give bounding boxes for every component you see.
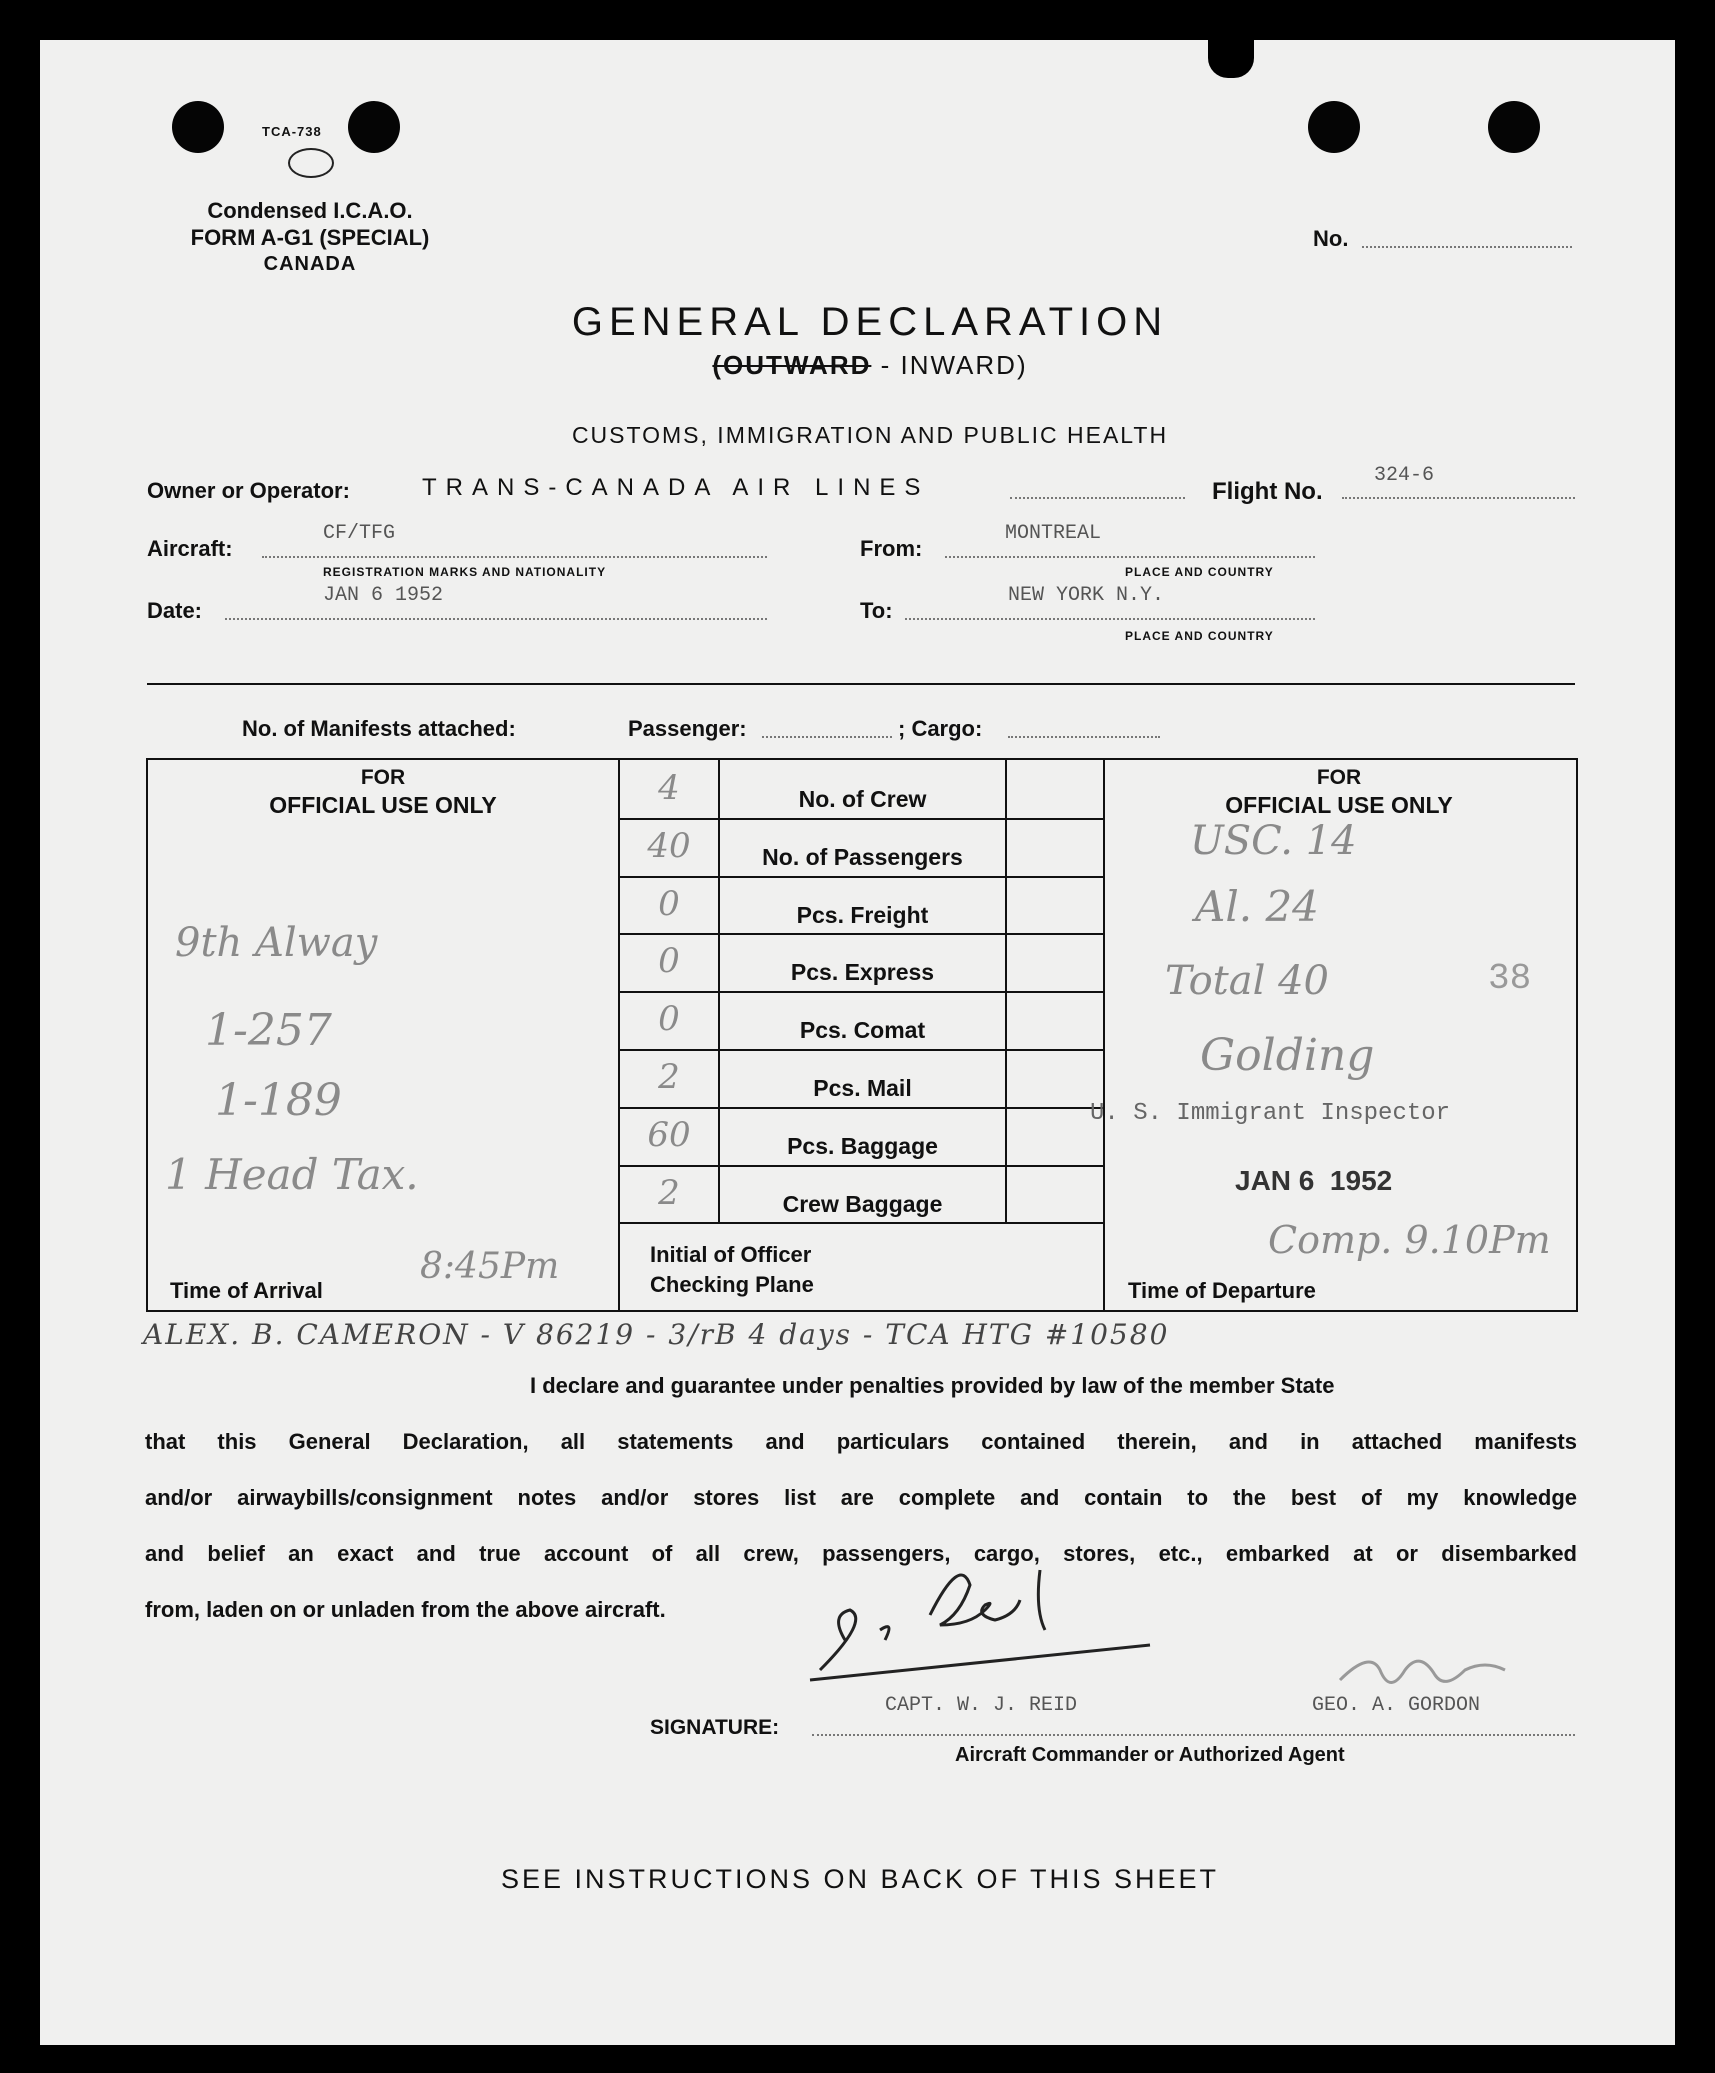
top-notch bbox=[1208, 30, 1254, 78]
declaration-line: and belief an exact and true account of all crew, passengers, cargo, stores, etc., embarked at or disembarked bbox=[145, 1541, 1577, 1566]
row-value: 0 bbox=[658, 999, 680, 1040]
row-value: 40 bbox=[647, 825, 691, 866]
form-line-1: Condensed I.C.A.O. bbox=[207, 198, 413, 223]
from-caption: PLACE AND COUNTRY bbox=[1125, 565, 1274, 579]
row-divider bbox=[620, 818, 1103, 820]
declaration-line: that this General Declaration, all statements and particulars contained therein, and in attached manifests bbox=[145, 1429, 1577, 1454]
no-label: No. bbox=[1313, 226, 1349, 251]
form-code: TCA-738 bbox=[262, 124, 322, 139]
row-label: Pcs. Mail bbox=[813, 1075, 912, 1101]
aircraft-value: CF/TFG bbox=[323, 522, 396, 545]
from-label: From: bbox=[860, 536, 923, 561]
signature-label: SIGNATURE: bbox=[650, 1716, 780, 1739]
departure-value: Comp. 9.10Pm bbox=[1268, 1218, 1551, 1262]
row-divider bbox=[620, 933, 1103, 935]
form-line-2: FORM A-G1 (SPECIAL) bbox=[190, 225, 430, 250]
subtitle: CUSTOMS, IMMIGRATION AND PUBLIC HEALTH bbox=[571, 422, 1169, 448]
right-note: Total 40 bbox=[1165, 958, 1329, 1004]
right-stamp-number: 38 bbox=[1488, 958, 1532, 999]
table-divider bbox=[1103, 758, 1105, 1310]
left-note: 1-257 bbox=[205, 1005, 332, 1056]
row-value: 0 bbox=[658, 883, 680, 924]
from-value: MONTREAL bbox=[1005, 522, 1102, 545]
aircraft-field bbox=[262, 556, 767, 558]
declaration-line: I declare and guarantee under penalties provided by law of the member State bbox=[530, 1373, 1335, 1398]
row-value: 0 bbox=[658, 941, 680, 982]
right-note: USC. 14 bbox=[1190, 818, 1357, 864]
row-value: 60 bbox=[647, 1114, 691, 1155]
punch-hole bbox=[1488, 101, 1540, 153]
captain-signature bbox=[790, 1560, 1170, 1710]
footer-instructions: SEE INSTRUCTIONS ON BACK OF THIS SHEET bbox=[500, 1864, 1220, 1894]
arrival-label: Time of Arrival bbox=[170, 1278, 323, 1303]
divider bbox=[147, 683, 1575, 685]
cargo-label: ; Cargo: bbox=[898, 716, 983, 741]
table-divider bbox=[1005, 758, 1007, 1222]
seal-icon bbox=[288, 148, 334, 178]
row-label: Pcs. Comat bbox=[799, 1017, 926, 1044]
passenger-label: Passenger: bbox=[628, 716, 747, 741]
date-label: Date: bbox=[147, 598, 203, 623]
row-label: Pcs. Baggage bbox=[787, 1132, 938, 1159]
flight-value: 324-6 bbox=[1374, 464, 1435, 487]
no-field bbox=[1362, 246, 1572, 248]
left-header-2: OFFICIAL USE ONLY bbox=[269, 792, 497, 818]
aircraft-label: Aircraft: bbox=[147, 536, 233, 561]
stamp-date: JAN 6 1952 bbox=[1235, 1165, 1393, 1196]
row-divider bbox=[620, 1107, 1103, 1109]
initial-label-1: Initial of Officer bbox=[650, 1242, 812, 1267]
owner-label: Owner or Operator: bbox=[147, 478, 350, 503]
row-label: No. of Passengers bbox=[762, 843, 963, 870]
row-label: Crew Baggage bbox=[782, 1190, 943, 1217]
right-note: Al. 24 bbox=[1195, 882, 1319, 931]
direction-line bbox=[420, 350, 1320, 381]
passenger-field bbox=[762, 736, 892, 738]
row-value: 2 bbox=[658, 1172, 680, 1213]
flight-label: Flight No. bbox=[1212, 478, 1323, 505]
form-line-3: CANADA bbox=[263, 253, 357, 275]
aircraft-caption: REGISTRATION MARKS AND NATIONALITY bbox=[323, 565, 607, 579]
captain-name: CAPT. W. J. REID bbox=[885, 1694, 1078, 1717]
outward-label: (OUTWARD bbox=[712, 350, 872, 380]
arrival-value: 8:45Pm bbox=[420, 1246, 560, 1287]
cargo-field bbox=[1008, 736, 1160, 738]
flight-field bbox=[1342, 497, 1575, 499]
row-divider bbox=[620, 1222, 1103, 1224]
to-value: NEW YORK N.Y. bbox=[1008, 584, 1165, 607]
left-note: 9th Alway bbox=[175, 920, 378, 966]
initial-label-2: Checking Plane bbox=[650, 1272, 814, 1297]
owner-field bbox=[1010, 497, 1185, 499]
right-header-1: FOR bbox=[1316, 766, 1362, 789]
declaration-line: and/or airwaybills/consignment notes and/or stores list are complete and contain to the best of my knowledge bbox=[145, 1485, 1577, 1510]
row-label: Pcs. Express bbox=[790, 959, 935, 986]
to-label: To: bbox=[860, 598, 893, 623]
row-divider bbox=[620, 991, 1103, 993]
to-field bbox=[905, 618, 1315, 620]
punch-hole bbox=[348, 101, 400, 153]
row-value: 4 bbox=[658, 768, 680, 808]
to-caption: PLACE AND COUNTRY bbox=[1125, 629, 1274, 643]
departure-label: Time of Departure bbox=[1128, 1278, 1316, 1303]
declaration-line: from, laden on or unladen from the above aircraft. bbox=[145, 1597, 666, 1622]
left-note: 1 Head Tax. bbox=[165, 1150, 419, 1199]
agent-signature bbox=[1330, 1640, 1550, 1700]
from-field bbox=[945, 556, 1315, 558]
row-label: Pcs. Freight bbox=[796, 901, 929, 928]
inspector-signature: Golding bbox=[1200, 1030, 1375, 1081]
agent-name: GEO. A. GORDON bbox=[1312, 1694, 1481, 1717]
right-header-2: OFFICIAL USE ONLY bbox=[1225, 792, 1453, 818]
owner-value: TRANS-CANADA AIR LINES bbox=[422, 474, 930, 501]
row-divider bbox=[620, 1049, 1103, 1051]
date-value: JAN 6 1952 bbox=[323, 584, 444, 607]
signature-caption: Aircraft Commander or Authorized Agent bbox=[955, 1744, 1345, 1766]
punch-hole bbox=[172, 101, 224, 153]
inspector-stamp: U. S. Immigrant Inspector bbox=[1090, 1100, 1451, 1127]
row-divider bbox=[620, 1165, 1103, 1167]
inward-label: - INWARD) bbox=[871, 350, 1028, 380]
manifests-label: No. of Manifests attached: bbox=[242, 716, 516, 741]
page-title: GENERAL DECLARATION bbox=[571, 300, 1169, 344]
row-label: No. of Crew bbox=[798, 786, 927, 812]
row-divider bbox=[620, 876, 1103, 878]
handwritten-note: ALEX. B. CAMERON - V 86219 - 3/rB 4 days - TCA HTG #10580 bbox=[143, 1318, 1170, 1351]
left-note: 1-189 bbox=[215, 1075, 342, 1126]
punch-hole bbox=[1308, 101, 1360, 153]
left-header-1: FOR bbox=[360, 766, 406, 789]
row-value: 2 bbox=[658, 1057, 680, 1097]
signature-field bbox=[812, 1734, 1575, 1736]
date-field bbox=[225, 618, 767, 620]
